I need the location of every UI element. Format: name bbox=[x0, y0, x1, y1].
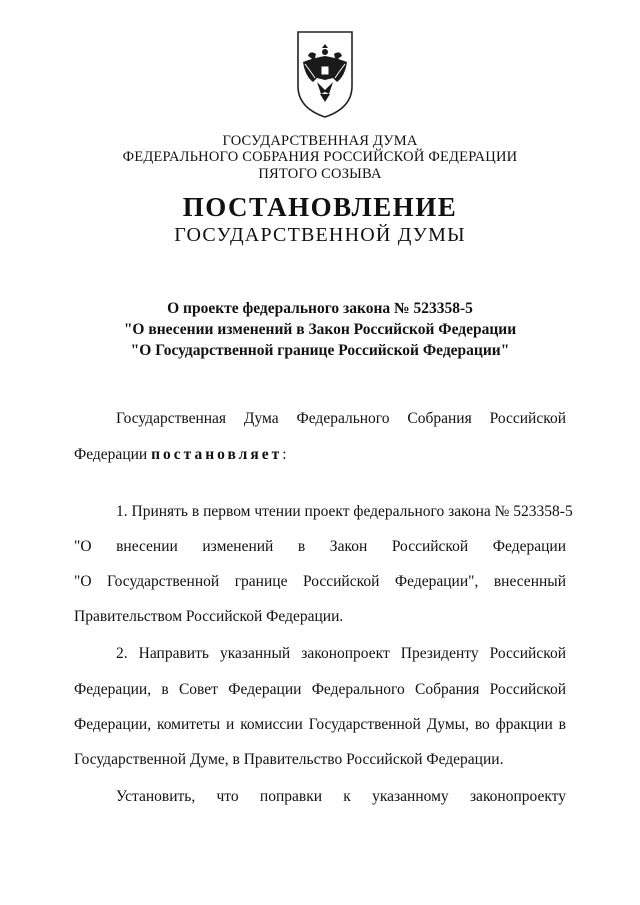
coat-of-arms-emblem bbox=[294, 28, 356, 120]
p2-line3: Федерации, комитеты и комиссии Государственной Думы, во фракции в bbox=[74, 716, 566, 733]
preamble-line2 bbox=[74, 446, 566, 464]
p1-line3: "О Государственной границе Российской Федерации", внесенный bbox=[74, 573, 566, 590]
about-line2: "О внесении изменений в Закон Российской Федерации bbox=[123, 321, 517, 338]
preamble-federation: Федерации bbox=[74, 446, 148, 463]
document-title: ПОСТАНОВЛЕНИЕ bbox=[182, 192, 458, 222]
p1-line1: 1. Принять в первом чтении проект федерального закона № 523358-5 bbox=[116, 503, 573, 520]
about-line3: "О Государственной границе Российской Федерации" bbox=[130, 342, 510, 359]
p2-line1: 2. Направить указанный законопроект Президенту Российской bbox=[116, 645, 566, 662]
preamble-colon: : bbox=[282, 446, 287, 463]
convocation: ПЯТОГО СОЗЫВА bbox=[258, 166, 382, 182]
p2-line2: Федерации, в Совет Федерации Федерального Собрания Российской bbox=[74, 681, 566, 698]
org-name-line2: ФЕДЕРАЛЬНОГО СОБРАНИЯ РОССИЙСКОЙ ФЕДЕРАЦИИ bbox=[122, 149, 518, 165]
document-subtitle: ГОСУДАРСТВЕННОЙ ДУМЫ bbox=[174, 224, 466, 246]
double-headed-eagle-icon bbox=[294, 28, 356, 120]
p2-line4: Государственной Думе, в Правительство Российской Федерации. bbox=[74, 751, 504, 768]
p1-line2: "О внесении изменений в Закон Российской Федерации bbox=[74, 538, 566, 555]
about-line1: О проекте федерального закона № 523358-5 bbox=[167, 300, 473, 317]
org-name-line1: ГОСУДАРСТВЕННАЯ ДУМА bbox=[222, 133, 418, 149]
preamble-decrees: постановляет bbox=[151, 446, 283, 463]
p3-line1: Установить, что поправки к указанному законопроекту bbox=[116, 788, 566, 805]
p1-line4: Правительством Российской Федерации. bbox=[74, 608, 344, 625]
preamble-line1: Государственная Дума Федерального Собрания Российской bbox=[116, 410, 566, 427]
